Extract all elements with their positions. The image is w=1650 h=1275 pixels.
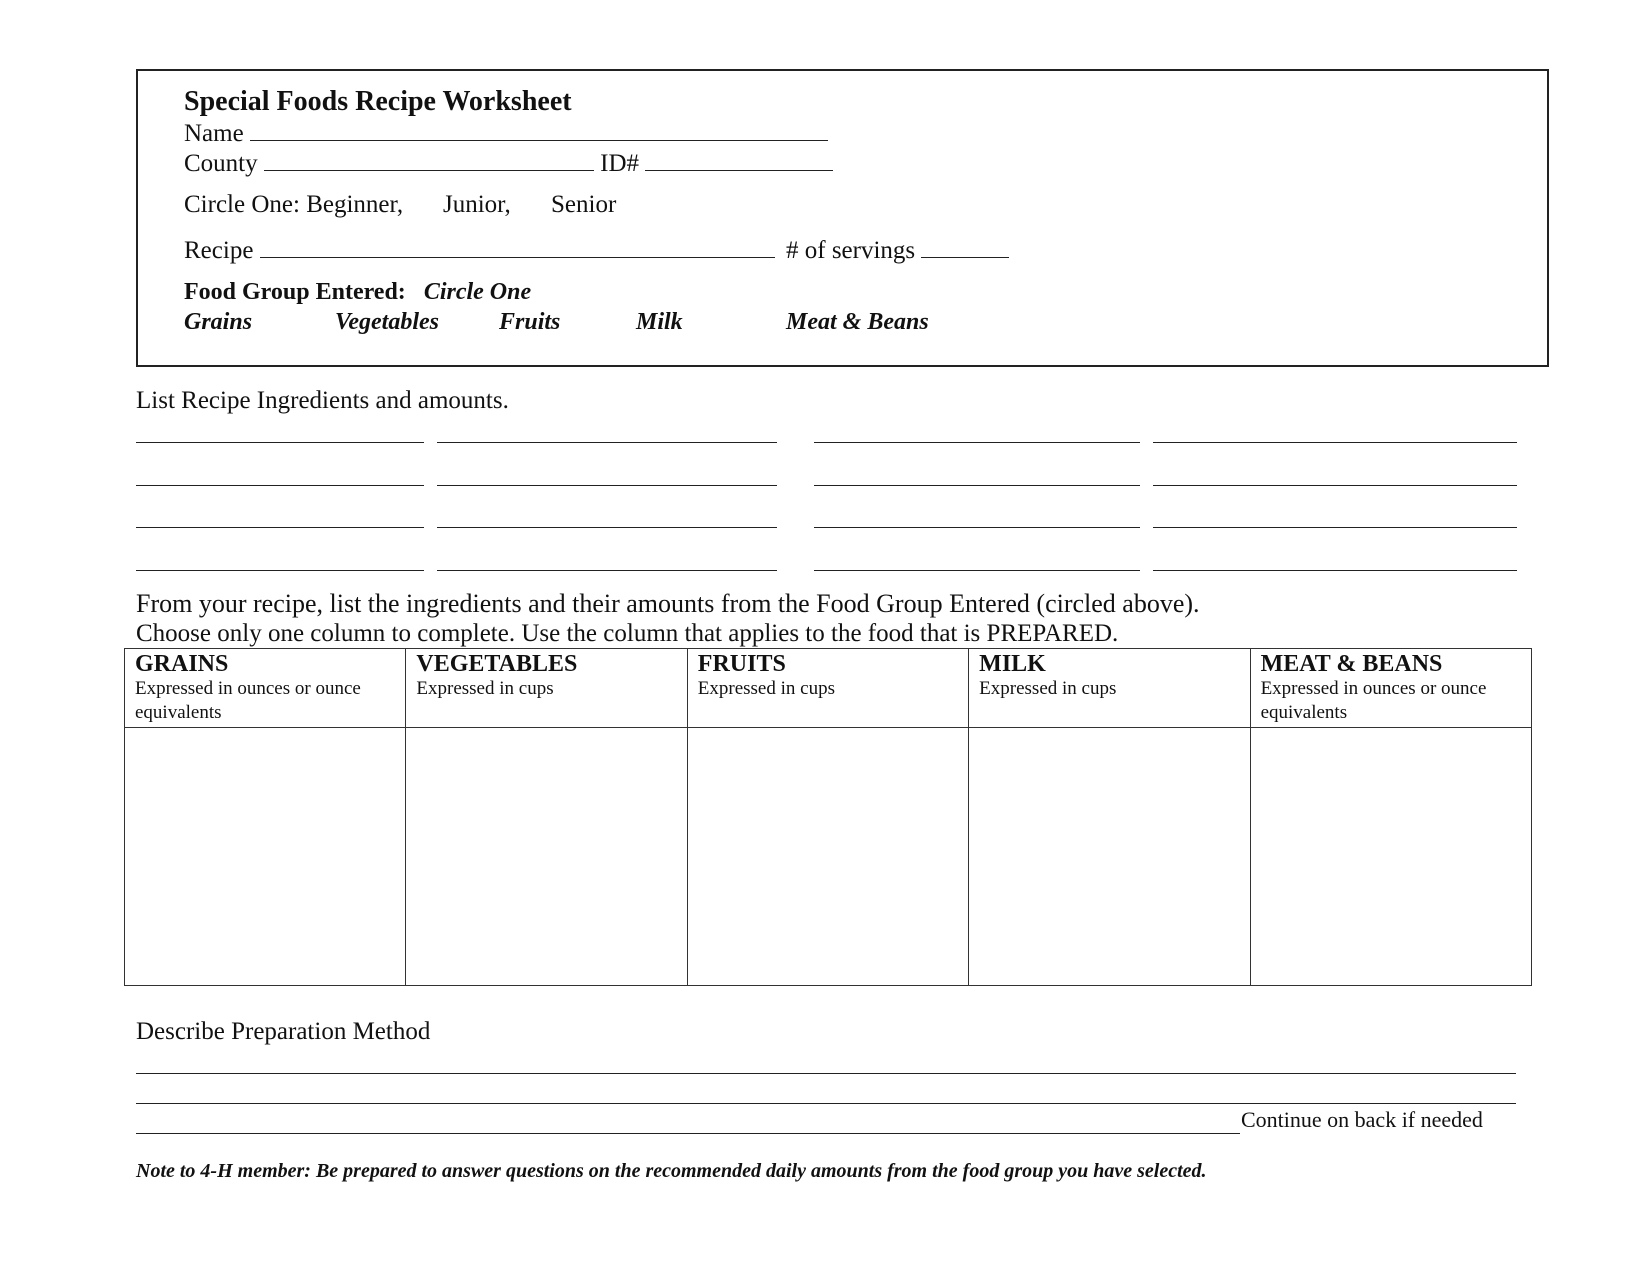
- ingredient-line[interactable]: [1153, 442, 1517, 443]
- ingredient-line[interactable]: [1153, 527, 1517, 528]
- ingredient-line[interactable]: [814, 527, 1140, 528]
- column-fruits: [687, 649, 968, 728]
- level-row: [184, 191, 403, 219]
- recipe-field[interactable]: [260, 235, 775, 258]
- preparation-line-2[interactable]: [136, 1103, 1516, 1104]
- name-field[interactable]: [250, 118, 828, 141]
- level-junior[interactable]: Junior,: [443, 191, 511, 218]
- ingredient-line[interactable]: [437, 442, 777, 443]
- ingredient-line[interactable]: [136, 570, 424, 571]
- ingredient-line[interactable]: [814, 570, 1140, 571]
- column-name: FRUITS: [697, 651, 786, 677]
- instruction-line-2: Choose only one column to complete. Use the column that applies to the food that is PREPARED.: [136, 620, 1119, 647]
- recipe-label: Recipe: [184, 237, 254, 264]
- table-header-row: [125, 649, 1532, 728]
- meat-beans-entry-cell[interactable]: [1250, 728, 1531, 986]
- table-entry-row: [125, 728, 1532, 986]
- column-milk: [969, 649, 1250, 728]
- ingredient-line[interactable]: [437, 570, 777, 571]
- ingredient-line[interactable]: [814, 442, 1140, 443]
- name-label: Name: [184, 120, 244, 147]
- milk-entry-cell[interactable]: [969, 728, 1250, 986]
- column-name: GRAINS: [135, 651, 229, 677]
- county-label: County: [184, 150, 258, 177]
- ingredient-line[interactable]: [1153, 570, 1517, 571]
- ingredient-line[interactable]: [136, 485, 424, 486]
- ingredient-line[interactable]: [814, 485, 1140, 486]
- grains-entry-cell[interactable]: [125, 728, 406, 986]
- column-desc: Expressed in cups: [697, 678, 835, 699]
- member-note: Note to 4-H member: Be prepared to answer questions on the recommended daily amounts from the food group you have selected.: [136, 1160, 1207, 1182]
- column-desc: Expressed in ounces or ounce equivalents: [1260, 678, 1487, 723]
- circle-one-italic: Circle One: [423, 279, 532, 305]
- column-vegetables: [406, 649, 687, 728]
- food-group-fruits[interactable]: Fruits: [499, 309, 561, 335]
- county-row: [184, 148, 833, 178]
- food-group-vegetables[interactable]: Vegetables: [335, 309, 439, 335]
- servings-field[interactable]: [921, 235, 1009, 258]
- ingredient-line[interactable]: [437, 485, 777, 486]
- page-title: Special Foods Recipe Worksheet: [184, 86, 572, 117]
- column-meat-beans: [1250, 649, 1531, 728]
- continue-note: Continue on back if needed: [1241, 1107, 1483, 1132]
- recipe-row: [184, 235, 775, 265]
- vegetables-entry-cell[interactable]: [406, 728, 687, 986]
- column-name: MILK: [979, 651, 1046, 677]
- ingredient-line[interactable]: [136, 527, 424, 528]
- circle-one-label: Circle One:: [184, 191, 300, 218]
- level-beginner[interactable]: Beginner,: [306, 191, 404, 218]
- column-desc: Expressed in cups: [416, 678, 554, 699]
- column-desc: Expressed in cups: [979, 678, 1117, 699]
- food-group-meat-beans[interactable]: Meat & Beans: [786, 309, 929, 335]
- column-grains: [125, 649, 406, 728]
- food-group-row: [184, 279, 531, 306]
- instruction-line-1: From your recipe, list the ingredients and their amounts from the Food Group Entered (circled above).: [136, 589, 1200, 618]
- ingredient-line[interactable]: [437, 527, 777, 528]
- food-group-table: [124, 648, 1532, 986]
- column-desc: Expressed in ounces or ounce equivalents: [135, 678, 361, 723]
- ingredients-heading: List Recipe Ingredients and amounts.: [136, 387, 509, 414]
- ingredient-line[interactable]: [136, 442, 424, 443]
- food-group-label: Food Group Entered:: [184, 279, 406, 305]
- food-group-grains[interactable]: Grains: [184, 309, 253, 335]
- id-label: ID#: [600, 150, 640, 177]
- ingredient-line[interactable]: [1153, 485, 1517, 486]
- column-name: MEAT & BEANS: [1260, 651, 1443, 677]
- level-senior[interactable]: Senior: [551, 191, 617, 218]
- county-field[interactable]: [264, 148, 594, 171]
- fruits-entry-cell[interactable]: [687, 728, 968, 986]
- id-field[interactable]: [645, 148, 833, 171]
- preparation-line-3[interactable]: [136, 1133, 1240, 1134]
- servings-row: [786, 235, 1009, 265]
- preparation-line-1[interactable]: [136, 1073, 1516, 1074]
- preparation-heading: Describe Preparation Method: [136, 1018, 431, 1045]
- name-row: [184, 118, 828, 148]
- servings-label: # of servings: [786, 237, 916, 264]
- food-group-milk[interactable]: Milk: [636, 309, 683, 335]
- column-name: VEGETABLES: [416, 651, 578, 677]
